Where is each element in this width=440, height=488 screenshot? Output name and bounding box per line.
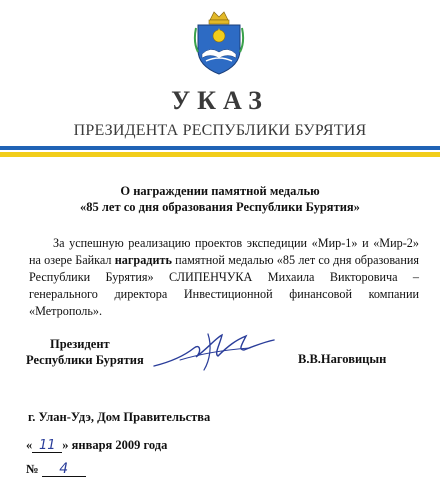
signatory-name: В.В.Наговицын bbox=[298, 352, 387, 366]
body-award-verb: наградить bbox=[114, 253, 172, 267]
flag-stripe-yellow bbox=[0, 152, 440, 157]
body-part-2: памятной медалью «85 лет со дня образования Республики Бурятия» СЛИПЕНЧУКА Михаила Викторовича – генерального директора Инвестиционной финансовой компании «Метрополь». bbox=[29, 253, 419, 318]
coat-of-arms-icon bbox=[192, 8, 246, 76]
decree-heading bbox=[0, 183, 440, 215]
body-part-1: За успешную реализацию проектов экспедиции «Мир-1» и «Мир-2» на озере Байкал bbox=[29, 236, 419, 267]
heading-line-1: О награждении памятной медалью bbox=[120, 184, 320, 198]
signatory-title-line-1: Президент bbox=[50, 337, 110, 351]
date-open-quote: « bbox=[26, 438, 33, 452]
number-label: № bbox=[26, 462, 39, 476]
date-month-year: » января 2009 года bbox=[62, 438, 168, 452]
decree-body bbox=[29, 235, 419, 320]
issue-place: г. Улан-Удэ, Дом Правительства bbox=[28, 410, 211, 424]
document-subtitle: ПРЕЗИДЕНТА РЕСПУБЛИКИ БУРЯТИЯ bbox=[73, 122, 367, 139]
handwritten-signature-icon bbox=[150, 326, 280, 376]
number-value-handwritten: 4 bbox=[42, 463, 86, 477]
signatory-title bbox=[26, 336, 144, 368]
signatory-title-line-2: Республики Бурятия bbox=[26, 353, 144, 367]
decree-number bbox=[26, 462, 86, 477]
document-title: УКАЗ bbox=[171, 86, 269, 115]
issue-date bbox=[26, 438, 167, 453]
heading-line-2: «85 лет со дня образования Республики Бурятия» bbox=[80, 200, 360, 214]
date-day-handwritten: 11 bbox=[32, 440, 62, 453]
